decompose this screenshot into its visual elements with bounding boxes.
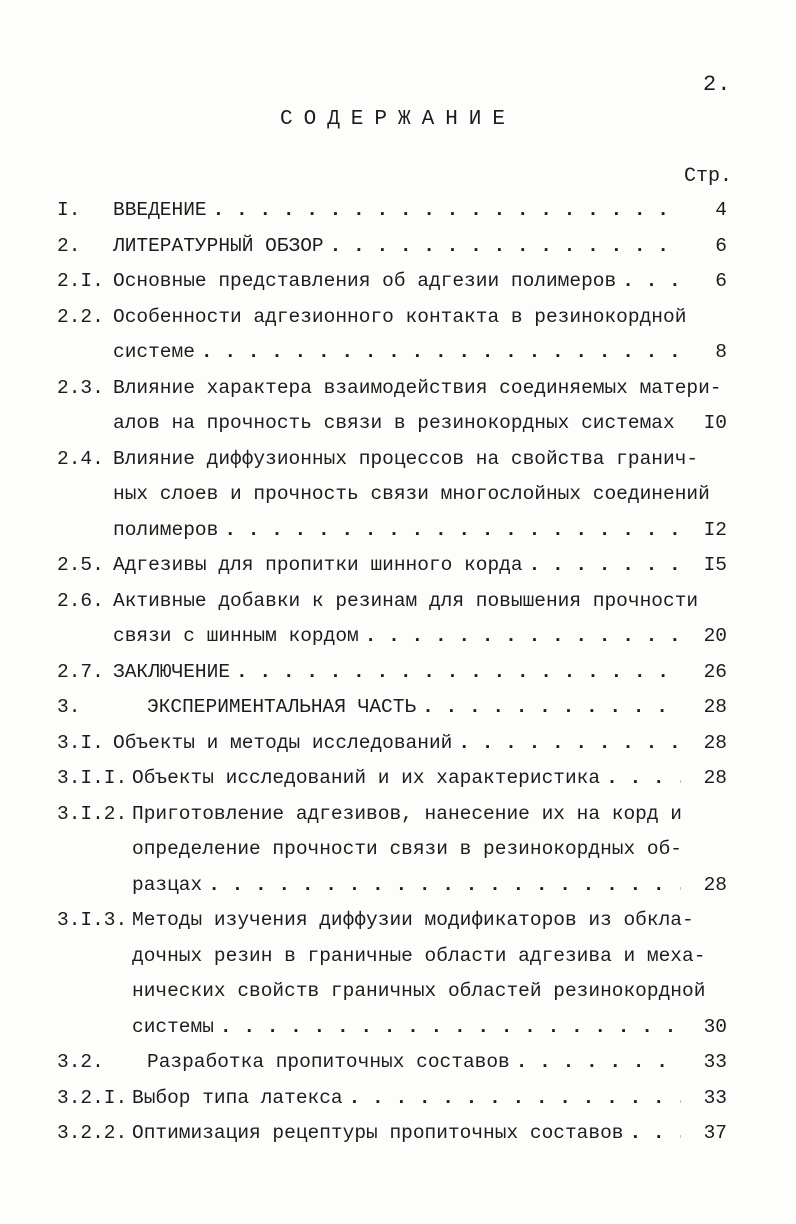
toc-entry-title: дочных резин в граничные области адгезива и меха-	[132, 944, 706, 967]
toc-entry-number: 3.	[57, 696, 81, 718]
toc-entry-title: системы	[132, 1015, 214, 1038]
toc-page-number: 6	[715, 270, 727, 292]
dot-leader	[224, 513, 681, 549]
toc-page-number: 26	[703, 660, 727, 683]
dot-leader	[622, 264, 681, 300]
toc-entry-number: I.	[57, 199, 81, 221]
toc-entry-number: 3.2.2.	[57, 1122, 128, 1144]
toc-entry-number: 2.2.	[57, 305, 104, 328]
toc-entry-title: определение прочности связи в резинокордных об-	[132, 838, 682, 860]
toc-page-number: 37	[703, 1122, 727, 1144]
toc-entry-title: Адгезивы для пропитки шинного корда	[113, 554, 523, 576]
toc-line	[57, 335, 727, 371]
toc-page-number: I2	[703, 518, 727, 541]
toc-line	[57, 1010, 727, 1046]
toc-entry-number: 2.5.	[57, 554, 104, 576]
dot-leader	[208, 868, 681, 904]
toc-entry-title: связи с шинным кордом	[113, 625, 359, 647]
toc-line	[57, 442, 727, 478]
toc-page-number: 28	[703, 696, 727, 718]
toc-entry	[57, 903, 727, 1045]
toc-entry	[57, 1116, 727, 1152]
toc-entry	[57, 371, 727, 442]
toc-entry-title: нических свойств граничных областей резинокордной	[132, 980, 706, 1002]
toc-line	[57, 832, 727, 868]
toc-entry-title: ВВЕДЕНИЕ	[113, 199, 207, 221]
toc-entry	[57, 726, 727, 762]
toc-line	[57, 974, 727, 1010]
toc-entry	[57, 229, 727, 265]
toc-line	[57, 229, 727, 265]
dot-leader	[529, 548, 681, 584]
toc-page-number: 33	[703, 1086, 727, 1109]
dot-leader	[629, 1116, 681, 1152]
toc-entry	[57, 264, 727, 300]
toc-line	[57, 584, 727, 620]
toc-entry-title: алов на прочность связи в резинокордных системах	[113, 412, 675, 434]
toc-page-number: 28	[703, 873, 727, 896]
toc-entry-title: ЭКСПЕРИМЕНТАЛЬНАЯ ЧАСТЬ	[147, 696, 417, 718]
table-of-contents	[57, 193, 727, 1152]
toc-line	[57, 1045, 727, 1081]
toc-entry	[57, 797, 727, 904]
toc-line	[57, 1081, 727, 1117]
dot-leader	[516, 1045, 681, 1081]
toc-line	[57, 939, 727, 975]
toc-page-number: 6	[715, 234, 727, 257]
toc-line	[57, 761, 727, 797]
toc-line	[57, 619, 727, 655]
toc-entry-number: 2.7.	[57, 660, 104, 683]
toc-entry-title: Особенности адгезионного контакта в резинокордной	[113, 305, 687, 328]
toc-line	[57, 868, 727, 904]
toc-entry	[57, 1081, 727, 1117]
toc-entry	[57, 761, 727, 797]
toc-line	[57, 690, 727, 726]
dot-leader	[213, 193, 681, 229]
toc-entry-title: Оптимизация рецептуры пропиточных составов	[132, 1122, 624, 1144]
toc-line	[57, 548, 727, 584]
toc-entry-title: ных слоев и прочность связи многослойных соединений	[113, 483, 710, 505]
toc-entry-title: Разработка пропиточных составов	[147, 1051, 510, 1073]
toc-entry	[57, 690, 727, 726]
toc-entry-title: Основные представления об адгезии полимеров	[113, 270, 617, 292]
toc-entry	[57, 193, 727, 229]
toc-entry-title: Влияние диффузионных процессов на свойства гранич-	[113, 447, 699, 470]
toc-line	[57, 406, 727, 442]
toc-page-number: I0	[703, 412, 727, 434]
toc-entry-title: Объекты и методы исследований	[113, 731, 453, 754]
toc-page-number: 28	[703, 767, 727, 789]
toc-entry	[57, 1045, 727, 1081]
dot-leader	[220, 1010, 681, 1046]
dot-leader	[236, 655, 681, 691]
toc-entry-number: 3.I.3.	[57, 909, 128, 931]
toc-entry	[57, 655, 727, 691]
toc-entry-number: 3.2.I.	[57, 1086, 128, 1109]
toc-line	[57, 371, 727, 407]
toc-entry-title: системе	[113, 341, 195, 363]
toc-page-number: 4	[715, 199, 727, 221]
page-column-header: Стр.	[684, 165, 733, 188]
toc-entry-number: 2.4.	[57, 447, 104, 470]
toc-line	[57, 1116, 727, 1152]
toc-entry-title: Методы изучения диффузии модификаторов из обкла-	[132, 909, 694, 931]
toc-page-number: 28	[703, 731, 727, 754]
toc-entry-title: разцах	[132, 873, 203, 896]
toc-entry-number: 2.3.	[57, 376, 104, 399]
toc-entry	[57, 442, 727, 549]
toc-page-number: 20	[703, 625, 727, 647]
dot-leader	[458, 726, 681, 762]
toc-entry	[57, 548, 727, 584]
dot-leader	[330, 229, 681, 265]
toc-entry-title: полимеров	[113, 518, 219, 541]
toc-entry-title: Объекты исследований и их характеристика	[132, 767, 601, 789]
toc-line	[57, 655, 727, 691]
dot-leader	[349, 1081, 681, 1117]
page-title: СОДЕРЖАНИЕ	[279, 108, 517, 131]
toc-line	[57, 300, 727, 336]
toc-entry-title: Выбор типа латекса	[132, 1086, 343, 1109]
dot-leader	[201, 335, 681, 371]
toc-entry-number: 3.2.	[57, 1051, 104, 1073]
toc-entry-title: Влияние характера взаимодействия соединяемых матери-	[113, 376, 722, 399]
toc-entry-title: Приготовление адгезивов, нанесение их на корд и	[132, 802, 682, 825]
toc-line	[57, 477, 727, 513]
toc-entry-number: 3.I.2.	[57, 802, 128, 825]
toc-entry-number: 2.6.	[57, 589, 104, 612]
toc-page-number: 30	[703, 1015, 727, 1038]
toc-page-number: 8	[715, 341, 727, 363]
toc-entry-title: ЗАКЛЮЧЕНИЕ	[113, 660, 231, 683]
page-number: 2.	[703, 72, 732, 97]
toc-page-number: I5	[703, 554, 727, 576]
toc-entry-number: 3.I.I.	[57, 767, 128, 789]
dot-leader	[606, 761, 681, 797]
toc-entry-title: Активные добавки к резинам для повышения прочности	[113, 589, 699, 612]
toc-entry-number: 2.	[57, 234, 81, 257]
toc-line	[57, 264, 727, 300]
toc-line	[57, 513, 727, 549]
toc-page-number: 33	[703, 1051, 727, 1073]
toc-entry	[57, 300, 727, 371]
toc-line	[57, 797, 727, 833]
toc-line	[57, 903, 727, 939]
toc-line	[57, 193, 727, 229]
toc-entry-number: 3.I.	[57, 731, 104, 754]
toc-entry-title: ЛИТЕРАТУРНЫЙ ОБЗОР	[113, 234, 324, 257]
toc-entry-number: 2.I.	[57, 270, 104, 292]
toc-entry	[57, 584, 727, 655]
dot-leader	[365, 619, 681, 655]
toc-line	[57, 726, 727, 762]
dot-leader	[422, 690, 681, 726]
